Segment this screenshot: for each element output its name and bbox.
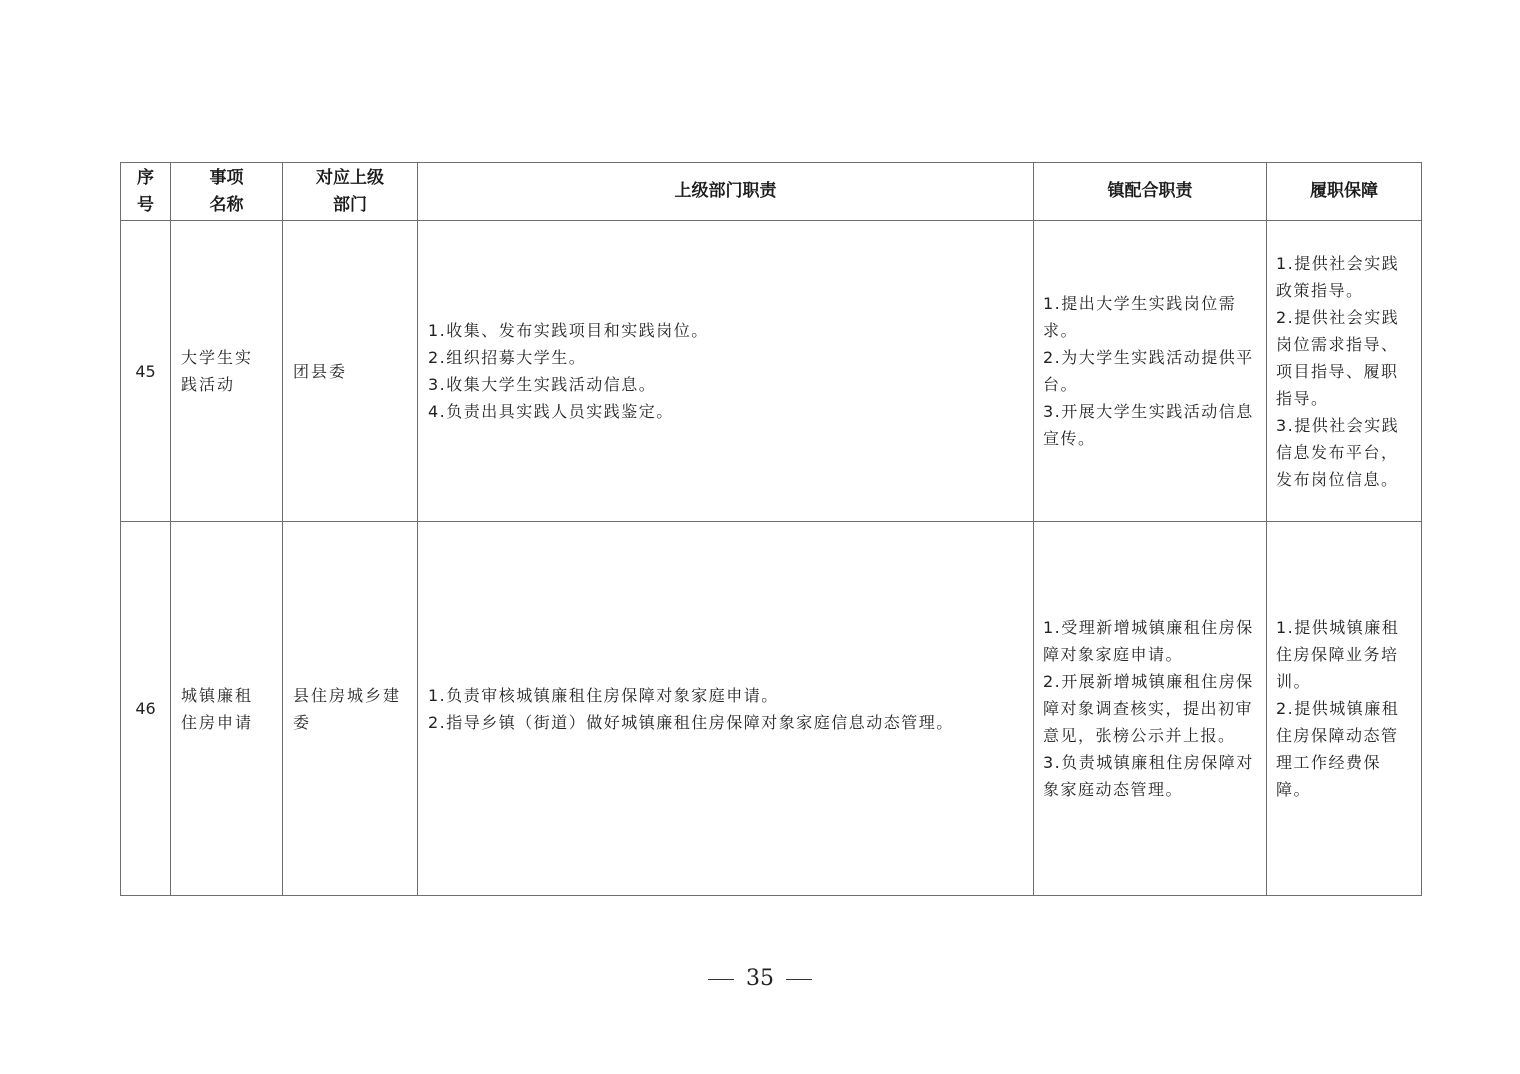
- row-guarantees: [1267, 221, 1422, 522]
- town-duty-item: 3.负责城镇廉租住房保障对象家庭动态管理。: [1043, 753, 1254, 799]
- duty-item: 1.负责审核城镇廉租住房保障对象家庭申请。: [428, 685, 779, 705]
- header-superior-duty: 上级部门职责: [418, 163, 1034, 221]
- row-dept: 团县委: [283, 221, 418, 522]
- guarantee-item: 1.提供城镇廉租住房保障业务培训。: [1276, 618, 1400, 691]
- town-duty-item: 2.开展新增城镇廉租住房保障对象调查核实，提出初审意见，张榜公示并上报。: [1043, 672, 1254, 745]
- header-superior-dept: 对应上级 部门: [283, 163, 418, 221]
- duty-item: 1.收集、发布实践项目和实践岗位。: [428, 321, 709, 340]
- row-item-name: 城镇廉租 住房申请: [171, 522, 283, 896]
- header-row: [121, 163, 1422, 221]
- row-town-duties: [1034, 221, 1267, 522]
- row-seq: 46: [121, 522, 171, 896]
- table-row: [121, 221, 1422, 522]
- guarantee-item: 2.提供社会实践岗位需求指导、项目指导、履职指导。: [1276, 307, 1400, 408]
- header-seq: 序 号: [121, 163, 171, 221]
- table-row: [121, 522, 1422, 896]
- town-duty-item: 1.受理新增城镇廉租住房保障对象家庭申请。: [1043, 618, 1254, 664]
- duty-item: 2.指导乡镇（街道）做好城镇廉租住房保障对象家庭信息动态管理。: [428, 712, 954, 732]
- page-footer: [0, 966, 1520, 991]
- town-duty-item: 1.提出大学生实践岗位需求。: [1043, 294, 1237, 340]
- duty-item: 4.负责出具实践人员实践鉴定。: [428, 402, 674, 421]
- duty-item: 3.收集大学生实践活动信息。: [428, 375, 657, 394]
- header-town-duty: 镇配合职责: [1034, 163, 1267, 221]
- footer-dash-left: [708, 979, 734, 980]
- footer-dash-right: [786, 979, 812, 980]
- guarantee-item: 2.提供城镇廉租住房保障动态管理工作经费保障。: [1276, 699, 1400, 799]
- guarantee-item: 3.提供社会实践信息发布平台，发布岗位信息。: [1276, 415, 1400, 489]
- header-guarantee: 履职保障: [1267, 163, 1422, 221]
- row-guarantees: [1267, 522, 1422, 896]
- row-town-duties: [1034, 522, 1267, 896]
- header-item-name: 事项 名称: [171, 163, 283, 221]
- row-seq: 45: [121, 221, 171, 522]
- guarantee-item: 1.提供社会实践政策指导。: [1276, 253, 1400, 300]
- row-item-name: 大学生实 践活动: [171, 221, 283, 522]
- row-superior-duties: [418, 221, 1034, 522]
- row-dept: 县住房城乡建 委: [283, 522, 418, 896]
- duty-table: [120, 162, 1422, 896]
- town-duty-item: 2.为大学生实践活动提供平台。: [1043, 348, 1254, 394]
- row-superior-duties: [418, 522, 1034, 896]
- town-duty-item: 3.开展大学生实践活动信息宣传。: [1043, 402, 1254, 448]
- page-number: 35: [746, 966, 774, 991]
- duty-item: 2.组织招募大学生。: [428, 348, 587, 367]
